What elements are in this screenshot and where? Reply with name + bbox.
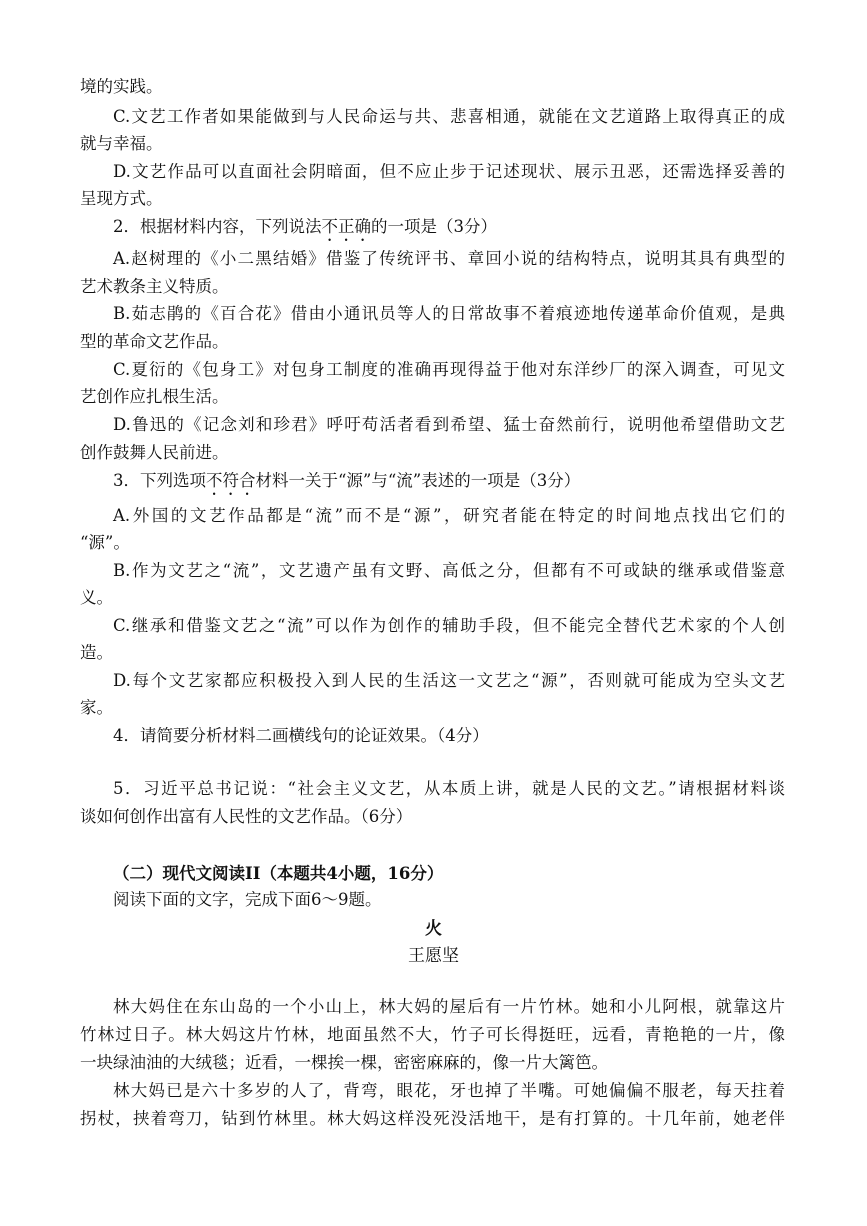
- section-instruction: 阅读下面的文字，完成下面6～9题。: [113, 890, 382, 909]
- story-p1-line2: 竹林过日子。林大妈这片竹林，地面虽然不大，竹子可长得挺旺，远看，青艳艳的一片，像: [80, 1025, 785, 1044]
- q2-option-c-line1: C.夏衍的《包身工》对包身工制度的准确再现得益于他对东洋纱厂的深入调查，可见文: [113, 360, 785, 379]
- story-author: 王愿坚: [408, 946, 459, 966]
- q2-option-a-line2: 艺术教条主义特质。: [80, 277, 229, 296]
- q3-option-a-line1: A.外国的文艺作品都是“流”而不是“源”，研究者能在特定的时间地点找出它们的: [113, 506, 785, 525]
- q3-option-b-line1: B.作为文艺之“流”，文艺遗产虽有文野、高低之分，但都有不可或缺的继承或借鉴意: [113, 561, 785, 580]
- story-p2-line1: 林大妈已是六十多岁的人了，背弯，眼花，牙也掉了半嘴。可她偏偏不服老，每天拄着: [113, 1081, 785, 1100]
- q5-stem-line1: 5．习近平总书记说：“社会主义文艺，从本质上讲，就是人民的文艺。”请根据材料谈: [113, 779, 785, 798]
- story-title: 火: [425, 919, 442, 939]
- q2-option-b-line2: 型的革命文艺作品。: [80, 332, 229, 351]
- q5-stem-line2: 谈如何创作出富有人民性的文艺作品。（6分）: [80, 807, 413, 826]
- q3-option-b-line2: 义。: [80, 588, 113, 607]
- story-p1-line1: 林大妈住在东山岛的一个小山上，林大妈的屋后有一片竹林。她和小儿阿根，就靠这片: [113, 997, 785, 1016]
- q2-option-c-line2: 艺创作应扎根生活。: [80, 387, 229, 406]
- q3-option-d-line1: D.每个文艺家都应积极投入到人民的生活这一文艺之“源”，否则就可能成为空头文艺: [113, 671, 785, 690]
- q2-option-b-line1: B.茹志鹃的《百合花》借由小通讯员等人的日常故事不着痕迹地传递革命价值观，是典: [113, 304, 785, 323]
- q1-option-d-line1: D.文艺作品可以直面社会阴暗面，但不应止步于记述现状、展示丑恶，还需选择妥善的: [113, 162, 785, 181]
- q2-stem-pre: 2．根据材料内容，下列说法: [113, 217, 322, 236]
- q1-tail-line: 境的实践。: [80, 77, 163, 96]
- q1-option-c-line2: 就与幸福。: [80, 134, 163, 153]
- q2-stem-post: 的一项是（3分）: [371, 217, 497, 236]
- q3-option-d-line2: 家。: [80, 698, 113, 717]
- story-p2-line2: 拐杖，挟着弯刀，钻到竹林里。林大妈这样没死没活地干，是有打算的。十几年前，她老伴: [80, 1109, 785, 1128]
- q3-stem-pre: 3．下列选项: [113, 471, 206, 490]
- q2-stem: [113, 216, 785, 245]
- q3-option-c-line2: 造。: [80, 643, 113, 662]
- q1-option-c-line1: C.文艺工作者如果能做到与人民命运与共、悲喜相通，就能在文艺道路上取得真正的成: [113, 107, 785, 126]
- q2-option-d-line2: 创作鼓舞人民前进。: [80, 443, 229, 462]
- section-heading: （二）现代文阅读II（本题共4小题，16分）: [113, 864, 444, 883]
- q1-option-d-line2: 呈现方式。: [80, 189, 163, 208]
- q3-stem-post: 材料一关于“源”与“流”表述的一项是（3分）: [255, 471, 581, 490]
- q4-stem: 4．请简要分析材料二画横线句的论证效果。（4分）: [113, 726, 489, 745]
- q2-option-d-line1: D.鲁迅的《记念刘和珍君》呼吁苟活者看到希望、猛士奋然前行，说明他希望借助文艺: [113, 415, 785, 434]
- story-p1-line3: 一块绿油油的大绒毯；近看，一棵挨一棵，密密麻麻的，像一片大篱笆。: [80, 1053, 608, 1072]
- q3-option-c-line1: C.继承和借鉴文艺之“流”可以作为创作的辅助手段，但不能完全替代艺术家的个人创: [113, 616, 785, 635]
- q3-option-a-line2: “源”。: [80, 533, 130, 552]
- q3-stem: [113, 470, 785, 499]
- q2-stem-emphasis: 不正确: [321, 217, 371, 236]
- q2-option-a-line1: A.赵树理的《小二黑结婚》借鉴了传统评书、章回小说的结构特点，说明其具有典型的: [113, 249, 785, 268]
- q3-stem-emphasis: 不符合: [206, 471, 256, 490]
